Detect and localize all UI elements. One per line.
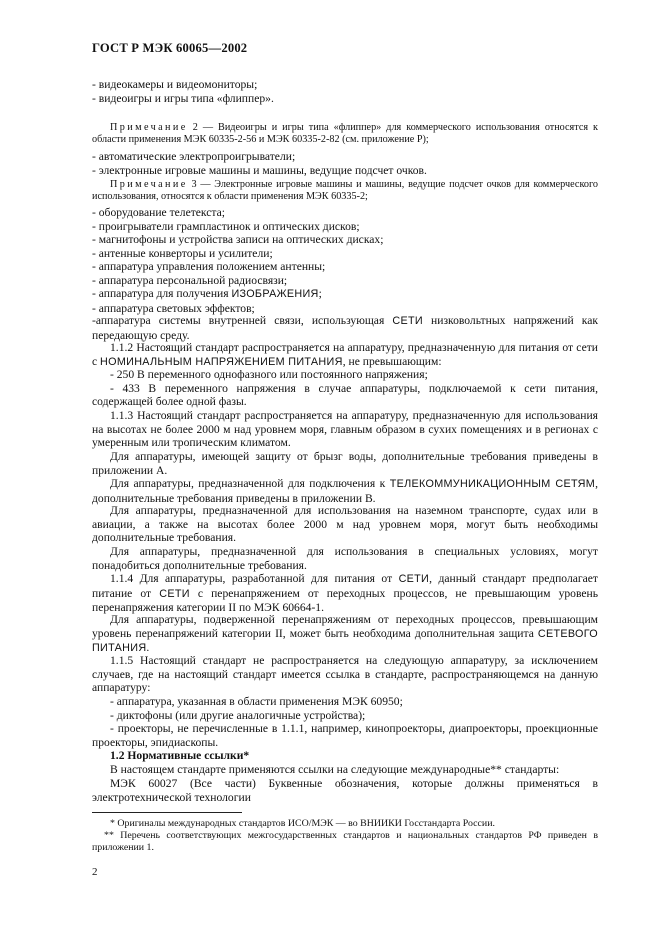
section-1-2-intro: В настоящем стандарте применяются ссылки на следующие международные** стандарты: <box>110 763 560 776</box>
list-item: - аппаратура световых эффектов; <box>92 301 255 315</box>
list-devices-c <box>92 206 598 315</box>
note-label: Примечание <box>110 122 188 133</box>
text-run: , данный стандарт предполагает питание от <box>92 572 598 600</box>
list-item: - видеокамеры и видеомониторы; <box>92 78 258 91</box>
clause-1-1-5: 1.1.5 Настоящий стандарт не распространяется на следующую аппаратуру, за исключением случаев, где на настоящий стандарт имеется ссылка в стандарте, распространяющемся на данную аппаратуру: <box>92 654 598 694</box>
para-overvoltage <box>92 613 598 656</box>
note-2 <box>92 122 598 146</box>
list-item: - 433 В переменного напряжения в случае аппаратуры, подключаемой к сети питания, содержащей более одной фазы. <box>92 381 598 408</box>
list-item-images <box>92 287 598 302</box>
list-item: - аппаратура управления положением антенны; <box>92 260 326 273</box>
document-header: ГОСТ Р МЭК 60065—2002 <box>92 41 248 55</box>
note-label: Примечание <box>110 179 188 190</box>
note-3 <box>92 179 598 203</box>
text-run: . <box>146 641 150 654</box>
list-item: - антенные конверторы и усилители; <box>92 246 273 260</box>
text-run: Для аппаратуры, подверженной перенапряжениям от переходных процессов, превышающим уровень перенапряжений категории II, может быть необходима дополнительная защита <box>92 613 598 640</box>
clause-1-1-5-items <box>92 695 598 749</box>
list-item: - аппаратура персональной радиосвязи; <box>92 273 288 287</box>
list-item: - электронные игровые машины и машины, ведущие подсчет очков. <box>92 163 427 177</box>
defined-term: НОМИНАЛЬНЫМ НАПРЯЖЕНИЕМ ПИТАНИЯ <box>100 355 343 368</box>
defined-term: ИЗОБРАЖЕНИЯ <box>231 288 319 300</box>
defined-term: СЕТИ <box>392 315 423 327</box>
note-text: 2 — Видеоигры и игры типа «флиппер» для коммерческого использования относятся к области применения МЭК 60335-2-56 и МЭК 60335-2-82 (см. приложение Р); <box>92 122 598 145</box>
text-run: -аппаратура системы внутренней связи, использующая <box>92 314 393 327</box>
para-transport: Для аппаратуры, предназначенной для использования на наземном транспорте, судах или в авиации, а также на высотах более 2000 м над уровнем моря, могут быть необходимы дополнительные требования. <box>92 504 598 544</box>
defined-term: СЕТИ <box>159 587 190 600</box>
list-item: - видеоигры и игры типа «флиппер». <box>92 91 274 105</box>
list-devices-a <box>92 78 598 105</box>
text-run: низковольтных напряжений как передающую среду. <box>92 314 598 342</box>
list-item: - магнитофоны и устройства записи на оптических дисках; <box>92 233 384 246</box>
page-number: 2 <box>92 866 98 878</box>
clause-1-1-2 <box>92 341 598 369</box>
text-run: ; <box>318 287 322 300</box>
section-1-2-title: 1.2 Нормативные ссылки* <box>110 749 250 762</box>
defined-term: ТЕЛЕКОММУНИКАЦИОННЫМ СЕТЯМ <box>389 478 596 490</box>
intercom-item <box>92 314 598 342</box>
text-run: , не превышающим: <box>342 354 442 368</box>
para-telecom <box>92 477 598 505</box>
list-item: - диктофоны (или другие аналогичные устройства); <box>110 708 366 722</box>
list-item: - проекторы, не перечисленные в 1.1.1, например, кинопроекторы, диапроекторы, проекционные проекторы, эпидиаскопы. <box>92 722 598 749</box>
list-item: - аппаратура, указанная в области применения МЭК 60950; <box>110 695 403 708</box>
text-run: , дополнительные требования приведены в приложении В. <box>92 477 598 505</box>
list-item: - оборудование телетекста; <box>92 206 225 219</box>
footnote: * Оригиналы международных стандартов ИСО/МЭК — во ВНИИКИ Госстандарта России. <box>110 818 495 829</box>
para-special: Для аппаратуры, предназначенной для использования в специальных условиях, могут понадобиться дополнительные требования. <box>92 545 598 572</box>
para-splash: Для аппаратуры, имеющей защиту от брызг воды, дополнительные требования приведены в приложении А. <box>92 450 598 477</box>
note-text: 3 — Электронные игровые машины и машины, ведущие подсчет очков для коммерческого использования, относятся к области применения МЭК 60335-2; <box>92 179 598 202</box>
list-item: - автоматические электропроигрыватели; <box>92 150 296 163</box>
text-run: с перенапряжением от переходных процессов, не превышающим уровень перенапряжения категории II по МЭК 60664-1. <box>92 586 599 614</box>
list-devices-b <box>92 150 598 177</box>
list-item: - проигрыватели грампластинок и оптических дисков; <box>92 219 360 233</box>
footnote-divider <box>92 812 242 813</box>
text-run: 1.1.4 Для аппаратуры, разработанной для питания от <box>110 572 399 585</box>
text-run: - аппаратура для получения <box>92 287 232 300</box>
list-item: - 250 В переменного однофазного или постоянного напряжения; <box>110 368 428 381</box>
footnotes <box>92 818 598 854</box>
clause-1-1-4 <box>92 572 598 615</box>
defined-term: СЕТИ <box>398 573 430 585</box>
clause-1-1-2-items <box>92 368 598 409</box>
footnote: ** Перечень соответствующих межгосударственных стандартов и национальных стандартов РФ приведен в приложении 1. <box>92 830 598 853</box>
text-run: Для аппаратуры, предназначенной для подключения к <box>110 477 390 490</box>
clause-1-1-3: 1.1.3 Настоящий стандарт распространяется на аппаратуру, предназначенную для использования на высотах не более 2000 м над уровнем моря, главным образом в сухих помещениях и в регионах с умеренным или тропическим климатом. <box>92 409 598 449</box>
text-run: 1.1.2 Настоящий стандарт распространяется на аппаратуру, предназначенную для питания от сети с <box>92 341 598 368</box>
section-1-2-reference: МЭК 60027 (Все части) Буквенные обозначения, которые должны применяться в электротехнической технологии <box>92 777 598 804</box>
defined-term: СЕТЕВОГО ПИТАНИЯ <box>92 627 598 654</box>
